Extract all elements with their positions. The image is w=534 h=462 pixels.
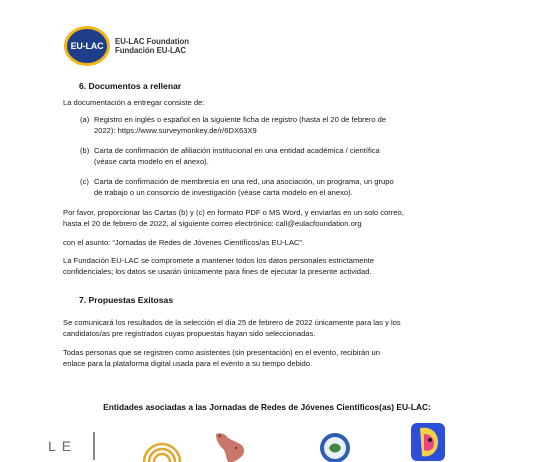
section-6-paragraph-3-line2: confidenciales; los datos se usarán únicamente para fines de ejecutar la presente actividad.	[63, 267, 372, 276]
list-marker: (c)	[80, 177, 89, 186]
logo-divider	[93, 432, 95, 460]
org-name	[115, 37, 189, 55]
section-7-paragraph-1-line2: candidatos/as pre registrados cuyas propuestas hayan sido seleccionadas.	[63, 329, 316, 338]
section-7-paragraph-2-line1: Todas personas que se registren como asistentes (sin presentación) en el evento, recibirán un	[63, 348, 381, 357]
section-6-title: 6. Documentos a rellenar	[79, 81, 182, 91]
section-6-paragraph-1-line2: hasta el 20 de febrero de 2022, al siguiente correo electrónico: call@eulacfoundation.org	[63, 219, 362, 228]
section-6-paragraph-3-line1: La Fundación EU-LAC se compromete a mantener todos los datos personales estrictamente	[63, 256, 375, 265]
list-marker: (a)	[80, 115, 90, 124]
list-item-b	[80, 145, 480, 167]
partners-title: Entidades asociadas a las Jornadas de Redes de Jóvenes Científicos(as) EU-LAC:	[103, 402, 431, 412]
list-item-text-line2: 2022): https://www.surveymonkey.de/r/6DX63X9	[94, 126, 257, 135]
section-7-paragraph-2-line2: enlace para la plataforma digital usada para el evento a su tiempo debido.	[63, 359, 313, 368]
latin-america-map-logo	[210, 430, 254, 462]
list-item-c	[80, 176, 480, 198]
list-item-text-line2: de trabajo o un consorcio de investigación (véase carta modelo en el anexo).	[94, 188, 353, 197]
org-name-line1: EU-LAC Foundation	[115, 37, 190, 46]
colorful-face-logo	[410, 422, 446, 462]
section-7-paragraph-1-line1: Se comunicará los resultados de la selección el día 25 de febrero de 2022 únicamente para las y los	[63, 318, 401, 327]
list-marker: (b)	[80, 146, 90, 155]
partner-logos	[0, 418, 534, 462]
list-item-a	[80, 114, 480, 136]
section-6-paragraph-2: con el asunto: “Jornadas de Redes de Jóvenes Científicos/as EU-LAC”.	[63, 238, 305, 247]
org-name-line2: Fundación EU-LAC	[115, 46, 187, 55]
list-item-text-line2: (véase carta modelo en el anexo).	[94, 157, 209, 166]
university-seal-logo	[318, 430, 352, 462]
eu-lac-logo	[64, 26, 110, 66]
section-6-intro: La documentación a entregar consiste de:	[63, 98, 205, 107]
section-7-title: 7. Propuestas Exitosas	[79, 295, 174, 305]
list-item-text-line1: Carta de confirmación de afiliación institucional en una entidad académica / científica	[94, 146, 380, 155]
header	[64, 26, 189, 66]
le-logo: LE	[48, 438, 78, 454]
logo-text: EU-LAC	[70, 41, 104, 51]
list-item-text-line1: Registro en inglés o español en la siguiente ficha de registro (hasta el 20 de febrero de	[94, 115, 387, 124]
concentric-arcs-logo	[140, 430, 184, 462]
list-item-text-line1: Carta de confirmación de membresía en una red, una asociación, un programa, un grupo	[94, 177, 394, 186]
section-6-paragraph-1-line1: Por favor, proporcionar las Cartas (b) y (c) en formato PDF o MS Word, y enviarlas en un solo correo,	[63, 208, 404, 217]
